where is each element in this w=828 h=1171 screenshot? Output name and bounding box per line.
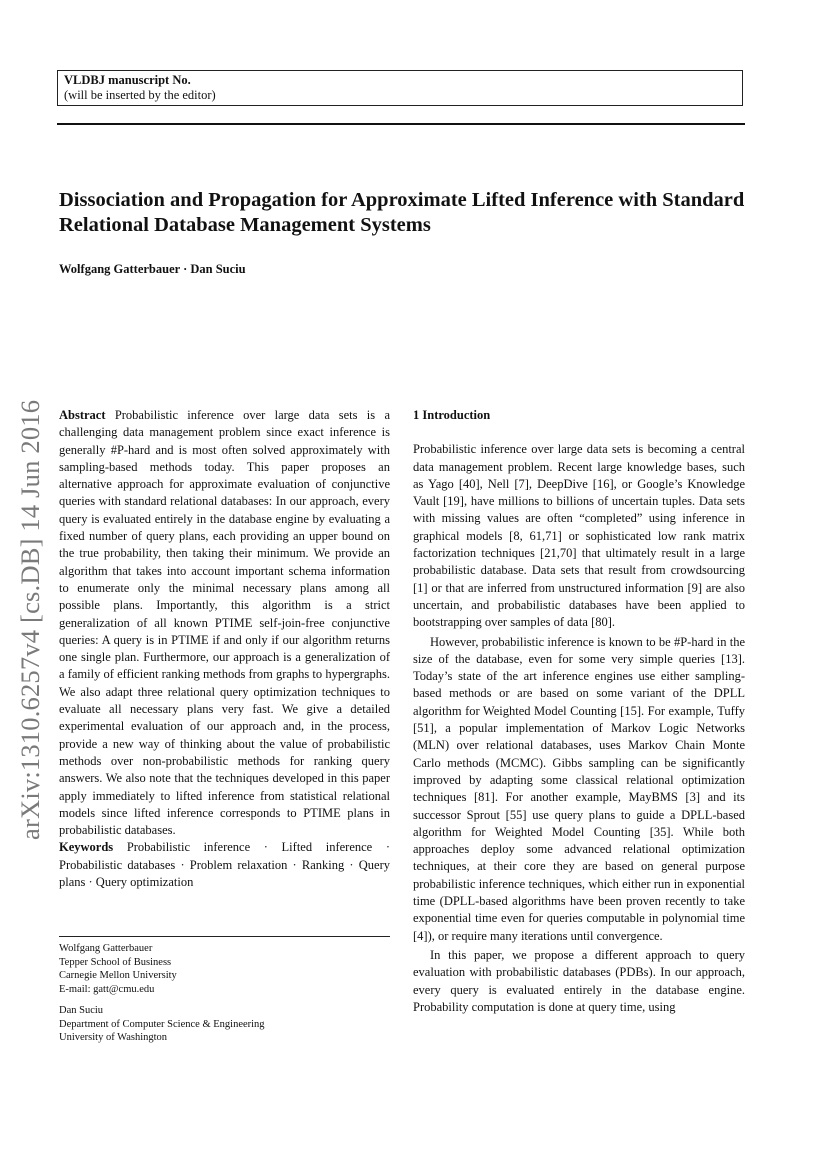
author2-name: Dan Suciu [59,1004,104,1016]
author-line: Wolfgang Gatterbauer · Dan Suciu [59,262,246,276]
header-rule [57,123,745,125]
keywords [59,839,390,891]
keywords-text: Probabilistic inference · Lifted inference · Probabilistic databases · Problem relaxation · Ranking · Query plans · Query optimization [59,840,391,890]
author-affiliations [59,942,390,1045]
intro-paragraph-3: In this paper, we propose a different approach to query evaluation with probabilistic databases (PDBs). In our approach, every query is evaluated entirely in the database engine. Probability computation is done at query time, using [413,947,745,1014]
editor-header-box [57,70,743,106]
right-column [413,407,745,1016]
abstract-label: Abstract [59,408,106,422]
author2-affil-1: Department of Computer Science & Engineering [59,1018,265,1030]
paper-title: Dissociation and Propagation for Approximate Lifted Inference with Standard Relational Database Management Systems [59,189,745,236]
abstract [59,407,390,839]
intro-paragraph-1: Probabilistic inference over large data sets is becoming a central data management problem. Recent large knowledge bases, such as Yago [40], Nell [7], DeepDive [16], or Google’s Knowledge Vault [19], have millions to billions of uncertain tuples. Data sets with missing values are often “completed” using inference in graphical models [8, 61,71] or sophisticated low rank matrix factorization techniques [21,70] that ultimately result in a large probabilistic database. Data sets that result from crowdsourcing [1] or that are inferred from unstructured information [9] are also uncertain, and probabilistic databases have been applied to bootstrapping over samples of data [80]. [413,442,745,630]
intro-paragraph-2: However, probabilistic inference is known to be #P-hard in the size of the database, even for some very simple queries [13]. Today’s state of the art inference engines use either sampling-based methods or are based on some variant of the DPLL algorithm for Weighted Model Counting [15]. For example, Tuffy [51], a popular implementation of Markov Logic Networks (MLN) over relational databases, uses Markov Chain Monte Carlo methods (MCMC). Gibbs sampling can be significantly improved by adapting some classical relational optimization techniques [81]. For another example, MayBMS [3] and its successor Sprout [55] use query plans to guide a DPLL-based algorithm for Weighted Model Counting [35]. While both approaches deploy some advanced relational optimization techniques, at their core they are based on general purpose probabilistic inference techniques, which either run in exponential time (DPLL-based algorithms have been proven recently to take exponential time even for queries computable in polynomial time [4]), or require many iterations until convergence. [413,634,745,943]
author1-affil-2: Carnegie Mellon University [59,970,177,982]
author1-name: Wolfgang Gatterbauer [59,943,153,954]
abstract-text: Probabilistic inference over large data sets is a challenging data management problem since exact inference is generally #P-hard and is most often solved approximately with sampling-based methods today. This paper proposes an alternative approach for approximate evaluation of conjunctive queries with standard relational databases: In our approach, every query is evaluated entirely in the database engine by evaluating a fixed number of query plans, each providing an upper bound on the true probability, then taking their minimum. We provide an algorithm that takes into account important schema information to enumerate only the minimal necessary plans among all possible plans. Importantly, this algorithm is a strict generalization of all known PTIME self-join-free conjunctive queries: A query is in PTIME if and only if our algorithm returns one single plan. Furthermore, our approach is a generalization of a family of efficient ranking methods from graphs to hypergraphs. We also adapt three relational query optimization techniques to evaluate all necessary plans very fast. We give a detailed experimental evaluation of our approach and, in the process, provide a new way of thinking about the value of probabilistic methods over non-probabilistic methods for ranking query answers. We also note that the techniques developed in this paper apply immediately to lifted inference from statistical relational models since lifted inference corresponds to PTIME plans in probabilistic databases. [59,408,390,838]
section-heading-introduction: 1 Introduction [413,408,491,422]
manuscript-label: VLDBJ manuscript No. [64,73,191,87]
author1-affil-1: Tepper School of Business [59,956,172,968]
author1-email: E-mail: gatt@cmu.edu [59,984,155,996]
author2-affil-2: University of Washington [59,1032,168,1044]
left-column [59,407,390,891]
keywords-label: Keywords [59,840,114,855]
arxiv-stamp: arXiv:1310.6257v4 [cs.DB] 14 Jun 2016 [15,399,45,840]
editor-note: (will be inserted by the editor) [64,88,216,102]
footnote-rule [59,936,390,937]
